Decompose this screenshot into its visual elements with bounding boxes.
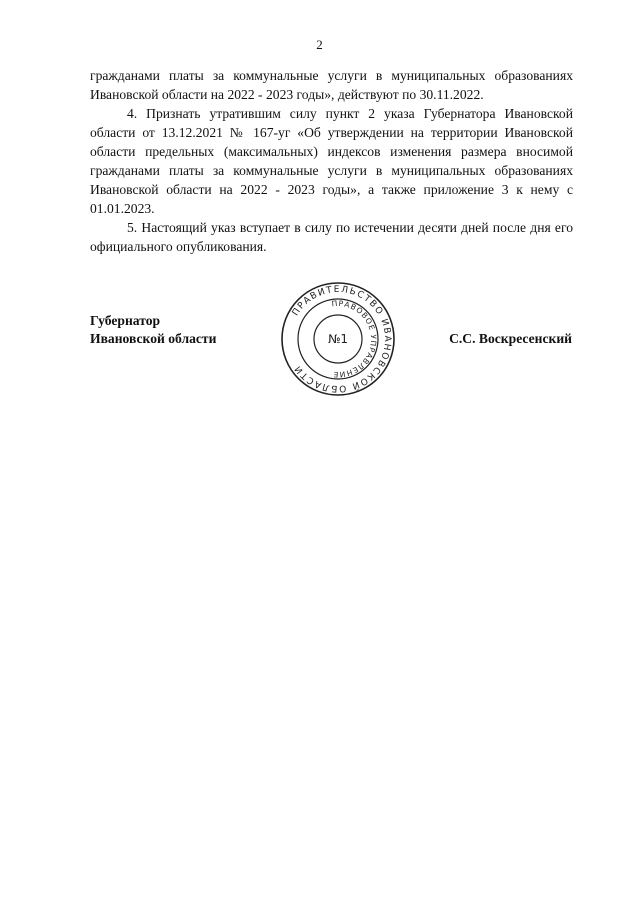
document-body <box>90 66 573 256</box>
paragraph-5: 5. Настоящий указ вступает в силу по истечении десяти дней после дня его официального опубликования. <box>90 220 573 254</box>
signatory-position-line1: Губернатор <box>90 313 161 328</box>
signatory-name: С.С. Воскресенский <box>449 331 572 346</box>
seal-ring-text: ПРАВИТЕЛЬСТВО ИВАНОВСКОЙ ОБЛАСТИ <box>290 284 393 394</box>
official-seal <box>280 281 396 397</box>
signatory-position-line2: Ивановской области <box>90 331 217 346</box>
paragraph-4: 4. Признать утратившим силу пункт 2 указа Губернатора Ивановской области от 13.12.2021 № 167-уг «Об утверждении на территории Ивановской области предельных (максимальных) индексов изменения размера вносимой гражданами платы за коммунальные услуги в муниципальных образованиях Ивановской области на 2022 - 2023 годы», а также приложение 3 к нему с 01.01.2023. <box>90 106 573 216</box>
seal-center-text: №1 <box>327 332 349 346</box>
paragraph-continuation: гражданами платы за коммунальные услуги в муниципальных образованиях Ивановской области на 2022 - 2023 годы», действуют по 30.11.2022. <box>90 68 573 102</box>
signatory-position <box>90 312 216 348</box>
page-number: 2 <box>316 37 323 52</box>
seal-stamp-icon <box>280 281 396 397</box>
seal-inner-ring-text: ПРАВОВОЕ УПРАВЛЕНИЕ <box>331 298 379 380</box>
